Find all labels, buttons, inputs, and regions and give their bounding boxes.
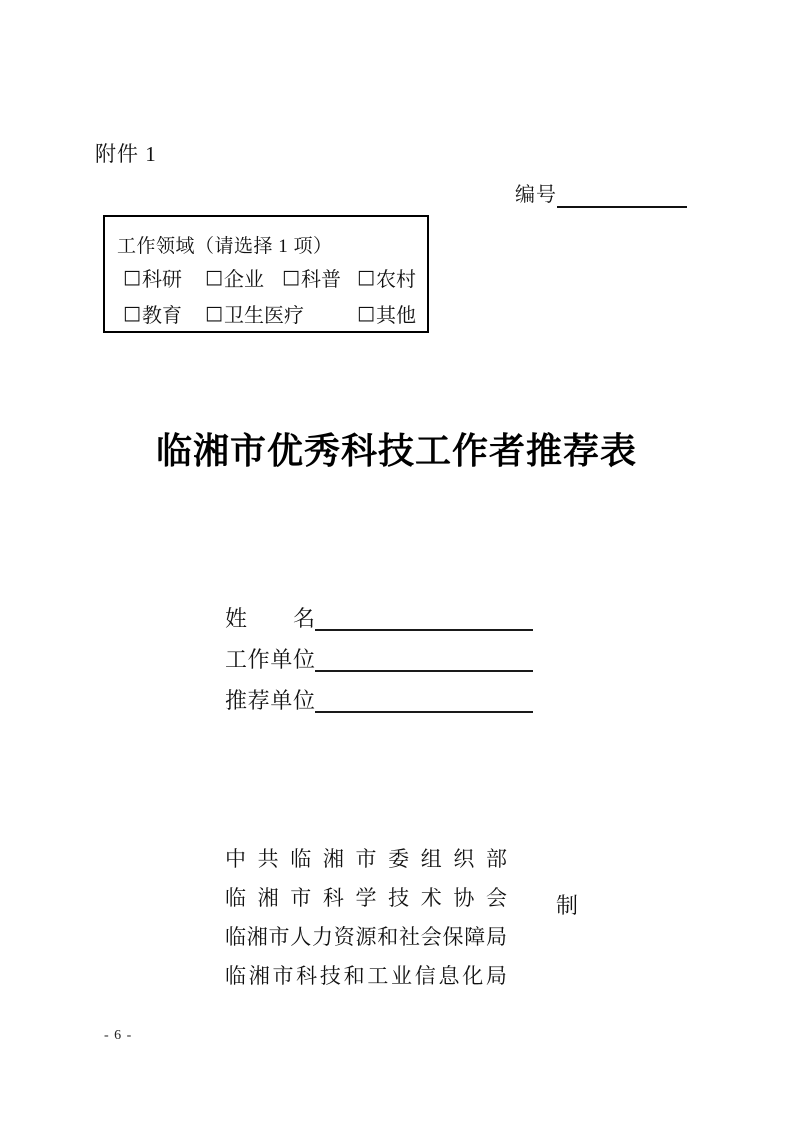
checkbox-label-research: 科研: [141, 269, 182, 291]
attachment-label: 附件 1: [95, 142, 157, 166]
form-fields: [225, 590, 533, 713]
serial-number-row: [515, 180, 687, 208]
checkbox-icon[interactable]: □: [357, 266, 375, 288]
checkbox-option-rural[interactable]: [357, 263, 416, 292]
work-unit-field-label: 工 作 单 位: [225, 646, 315, 672]
field-row-name: [225, 590, 533, 631]
checkbox-icon[interactable]: □: [357, 302, 375, 324]
page-number: - 6 -: [104, 1028, 133, 1043]
checkbox-option-other[interactable]: [357, 299, 416, 328]
field-row-recommending-unit: [225, 672, 533, 713]
checkbox-label-education: 教育: [141, 305, 182, 327]
checkbox-icon[interactable]: □: [205, 302, 223, 324]
checkbox-option-enterprise[interactable]: [205, 263, 264, 292]
checkbox-label-other: 其他: [375, 305, 416, 327]
checkbox-icon[interactable]: □: [123, 302, 141, 324]
recommending-unit-field-blank[interactable]: [315, 683, 533, 713]
checkbox-label-rural: 农村: [375, 269, 416, 291]
name-field-blank[interactable]: [315, 601, 533, 631]
work-field-box: [103, 215, 429, 333]
checkbox-label-science-popularization: 科普: [300, 269, 341, 291]
checkbox-icon[interactable]: □: [282, 266, 300, 288]
issuer-line-3: 临 湘 市 人 力 资 源 和 社 会 保 障 局: [225, 924, 507, 949]
issuer-line-1: 中 共 临 湘 市 委 组 织 部: [225, 846, 507, 871]
checkbox-icon[interactable]: □: [123, 266, 141, 288]
field-row-work-unit: [225, 631, 533, 672]
issuer-line-2: 临 湘 市 科 学 技 术 协 会: [225, 885, 507, 910]
issuer-line-4: 临 湘 市 科 技 和 工 业 信 息 化 局: [225, 963, 507, 988]
checkbox-option-research[interactable]: [123, 263, 182, 292]
checkbox-label-health-medical: 卫生医疗: [223, 305, 304, 327]
work-unit-field-blank[interactable]: [315, 642, 533, 672]
work-field-box-title: 工作领域（请选择 1 项）: [117, 236, 333, 257]
serial-number-label: 编号: [515, 184, 557, 206]
checkbox-option-health-medical[interactable]: [205, 299, 304, 328]
made-by-label: 制: [556, 893, 579, 918]
serial-number-blank[interactable]: [557, 184, 687, 208]
checkbox-option-science-popularization[interactable]: [282, 263, 341, 292]
checkbox-label-enterprise: 企业: [223, 269, 264, 291]
recommending-unit-field-label: 推 荐 单 位: [225, 687, 315, 713]
form-title: 临湘市优秀科技工作者推荐表: [155, 430, 637, 471]
issuing-organizations: [225, 838, 507, 994]
name-field-label: 姓 名: [225, 605, 315, 631]
checkbox-option-education[interactable]: [123, 299, 182, 328]
checkbox-icon[interactable]: □: [205, 266, 223, 288]
